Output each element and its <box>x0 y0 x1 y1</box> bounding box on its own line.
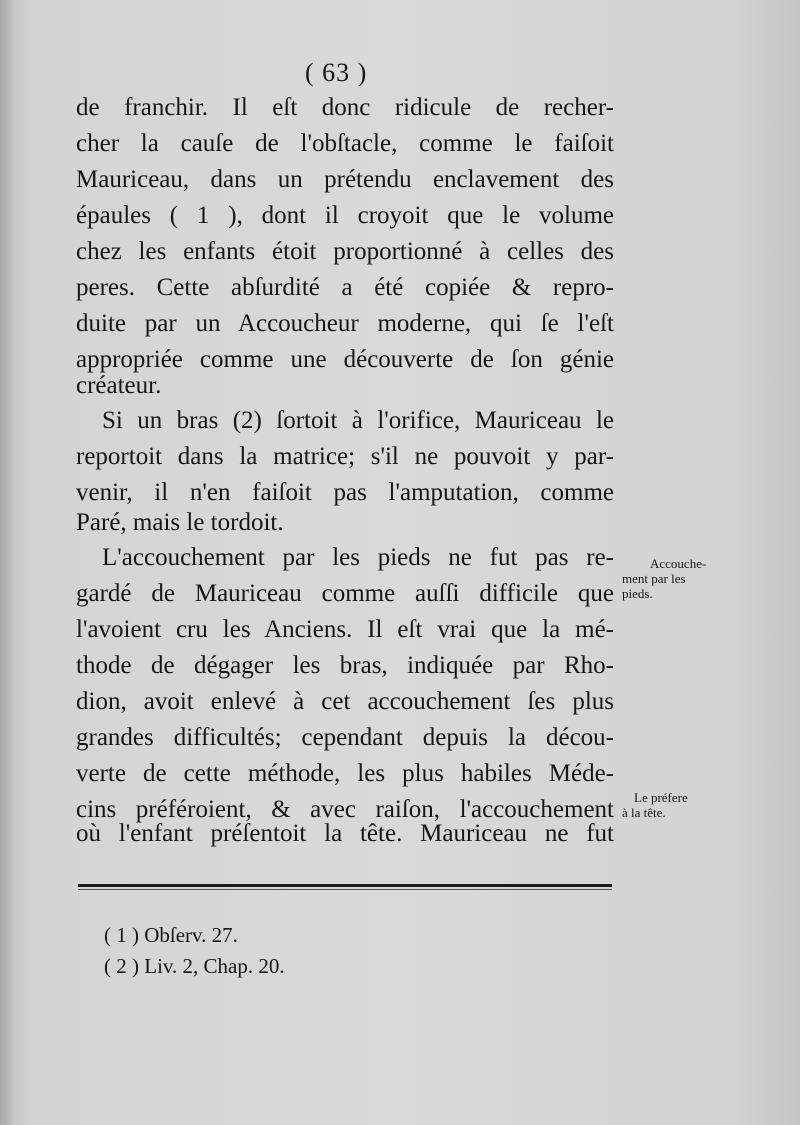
page-number: ( 63 ) <box>305 58 368 87</box>
text-line: de franchir. Il eſt donc ridicule de recher- <box>76 94 614 121</box>
margin-note-line: Accouche- <box>650 556 707 571</box>
text-line: cins préféroient, & avec raiſon, l'accouchement <box>76 796 614 823</box>
text-line: reportoit dans la matrice; s'il ne pouvoit y par- <box>76 443 614 470</box>
text-line: venir, il n'en faiſoit pas l'amputation, comme <box>76 479 614 506</box>
text-line: dion, avoit enlevé à cet accouchement ſes plus <box>76 688 614 715</box>
text-line: verte de cette méthode, les plus habiles Méde- <box>76 760 614 787</box>
margin-note-line: pieds. <box>622 586 653 601</box>
footnote: ( 1 ) Obſerv. 27. <box>104 923 238 947</box>
footnote: ( 2 ) Liv. 2, Chap. 20. <box>104 954 285 978</box>
text-line: Paré, mais le tordoit. <box>76 509 284 536</box>
text-line: où l'enfant préſentoit la tête. Mauriceau ne fut <box>76 820 614 847</box>
footnote-separator <box>78 884 612 890</box>
margin-note-line: ment par les <box>622 571 686 586</box>
margin-note-line: à la tête. <box>622 805 666 820</box>
text-line: créateur. <box>76 372 162 399</box>
text-line: l'avoient cru les Anciens. Il eſt vrai que la mé- <box>76 616 614 643</box>
margin-note <box>622 556 732 601</box>
text-line: cher la cauſe de l'obſtacle, comme le faiſoit <box>76 130 614 157</box>
text-line: appropriée comme une découverte de ſon génie <box>76 346 614 373</box>
text-line: grandes difficultés; cependant depuis la décou- <box>76 724 614 751</box>
text-line: L'accouchement par les pieds ne fut pas re- <box>102 544 614 571</box>
margin-note-line: Le préfere <box>634 790 688 805</box>
margin-note <box>622 790 732 820</box>
text-line: gardé de Mauriceau comme auſſi difficile que <box>76 580 614 607</box>
text-line: chez les enfants étoit proportionné à celles des <box>76 238 614 265</box>
text-line: Si un bras (2) ſortoit à l'orifice, Mauriceau le <box>102 407 614 434</box>
text-line: épaules ( 1 ), dont il croyoit que le volume <box>76 202 614 229</box>
text-line: duite par un Accoucheur moderne, qui ſe l'eſt <box>76 310 614 337</box>
text-line: peres. Cette abſurdité a été copiée & repro- <box>76 274 614 301</box>
text-line: Mauriceau, dans un prétendu enclavement des <box>76 166 614 193</box>
text-line: thode de dégager les bras, indiquée par Rho- <box>76 652 614 679</box>
